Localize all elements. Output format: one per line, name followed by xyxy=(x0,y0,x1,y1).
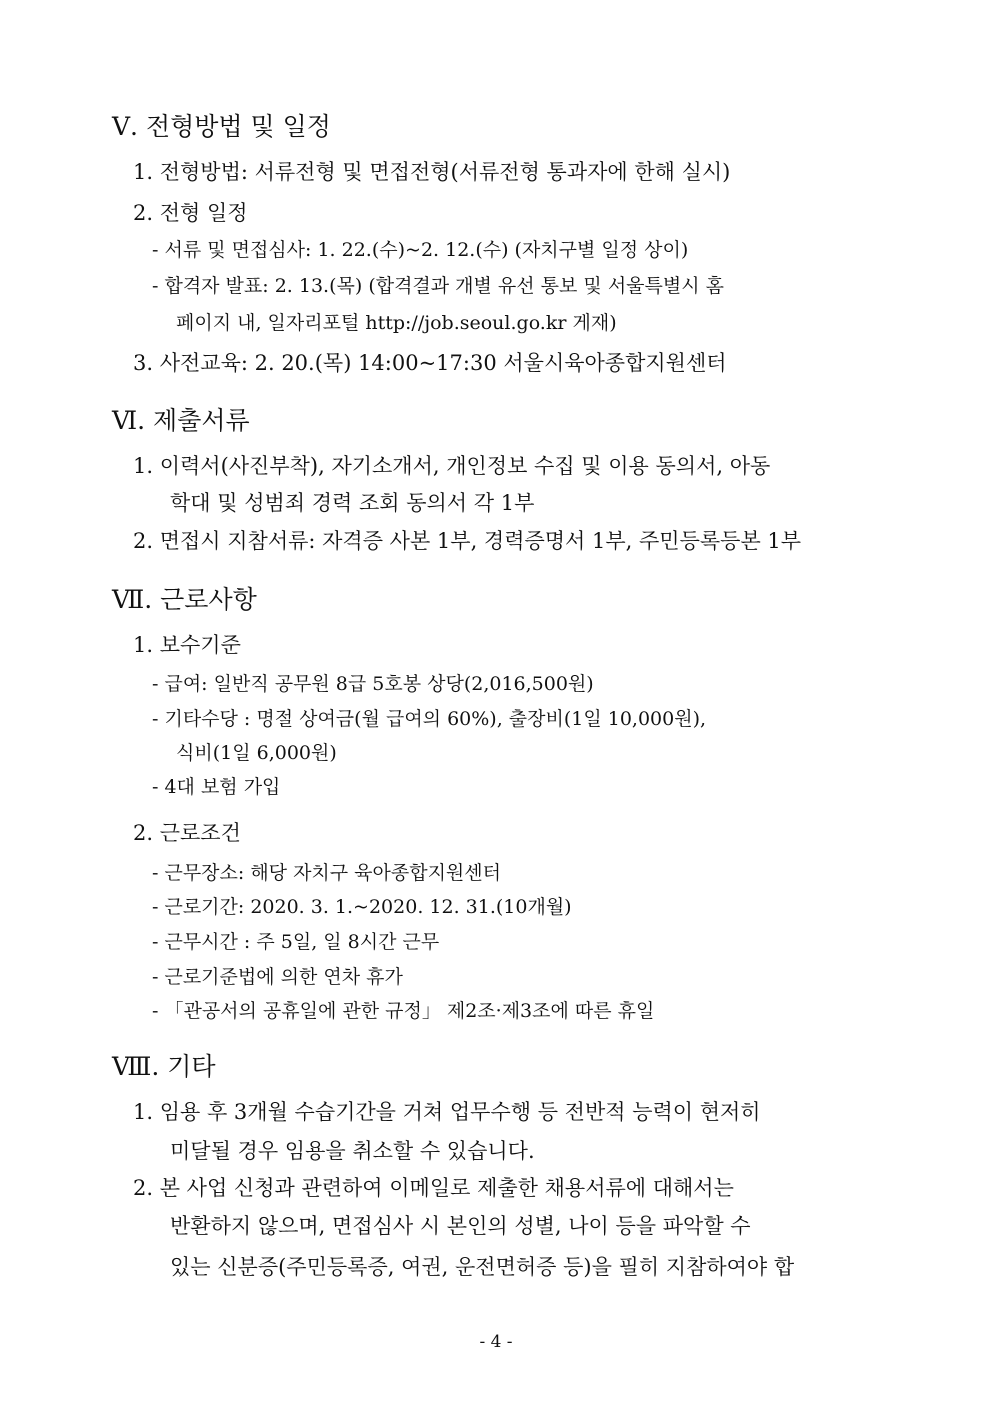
list-item: 1. 보수기준 xyxy=(133,633,241,657)
list-item: 2. 본 사업 신청과 관련하여 이메일로 제출한 채용서류에 대해서는 xyxy=(133,1176,734,1200)
list-item-continued: 반환하지 않으며, 면접심사 시 본인의 성별, 나이 등을 파악할 수 xyxy=(170,1214,751,1238)
list-item: 1. 전형방법: 서류전형 및 면접전형(서류전형 통과자에 한해 실시) xyxy=(133,160,731,184)
list-item-continued: 미달될 경우 임용을 취소할 수 있습니다. xyxy=(170,1139,535,1163)
list-item: 1. 임용 후 3개월 수습기간을 거쳐 업무수행 등 전반적 능력이 현저히 xyxy=(133,1100,761,1124)
sub-item-continued: 식비(1일 6,000원) xyxy=(176,742,337,764)
page-number: - 4 - xyxy=(479,1332,513,1352)
list-item: 2. 전형 일정 xyxy=(133,201,248,225)
list-item: 2. 근로조건 xyxy=(133,821,241,845)
list-item-continued: 있는 신분증(주민등록증, 여권, 운전면허증 등)을 필히 지참하여야 합 xyxy=(170,1255,795,1279)
sub-item: - 4대 보험 가입 xyxy=(152,776,281,798)
sub-item-continued: 페이지 내, 일자리포털 http://job.seoul.go.kr 게재) xyxy=(176,312,617,334)
sub-item: - 서류 및 면접심사: 1. 22.(수)~2. 12.(수) (자치구별 일정 상이) xyxy=(152,239,689,261)
section-heading-v: Ⅴ. 전형방법 및 일정 xyxy=(112,112,331,141)
sub-item: - 근무시간 : 주 5일, 일 8시간 근무 xyxy=(152,931,440,953)
list-item: 3. 사전교육: 2. 20.(목) 14:00~17:30 서울시육아종합지원센터 xyxy=(133,351,727,375)
sub-item: - 급여: 일반직 공무원 8급 5호봉 상당(2,016,500원) xyxy=(152,673,594,695)
sub-item: - 기타수당 : 명절 상여금(월 급여의 60%), 출장비(1일 10,000원), xyxy=(152,708,707,730)
sub-item: - 근로기준법에 의한 연차 휴가 xyxy=(152,966,403,988)
list-item: 2. 면접시 지참서류: 자격증 사본 1부, 경력증명서 1부, 주민등록등본 1부 xyxy=(133,529,802,553)
list-item: 1. 이력서(사진부착), 자기소개서, 개인정보 수집 및 이용 동의서, 아동 xyxy=(133,454,771,478)
sub-item: - 「관공서의 공휴일에 관한 규정」 제2조·제3조에 따른 휴일 xyxy=(152,1000,655,1022)
list-item-continued: 학대 및 성범죄 경력 조회 동의서 각 1부 xyxy=(170,491,535,515)
sub-item: - 근무장소: 해당 자치구 육아종합지원센터 xyxy=(152,862,501,884)
section-heading-viii: Ⅷ. 기타 xyxy=(112,1052,216,1081)
section-heading-vii: Ⅶ. 근로사항 xyxy=(112,585,257,614)
sub-item: - 합격자 발표: 2. 13.(목) (합격결과 개별 유선 통보 및 서울특별시 홈 xyxy=(152,275,724,297)
section-heading-vi: Ⅵ. 제출서류 xyxy=(112,406,250,435)
sub-item: - 근로기간: 2020. 3. 1.~2020. 12. 31.(10개월) xyxy=(152,896,572,918)
